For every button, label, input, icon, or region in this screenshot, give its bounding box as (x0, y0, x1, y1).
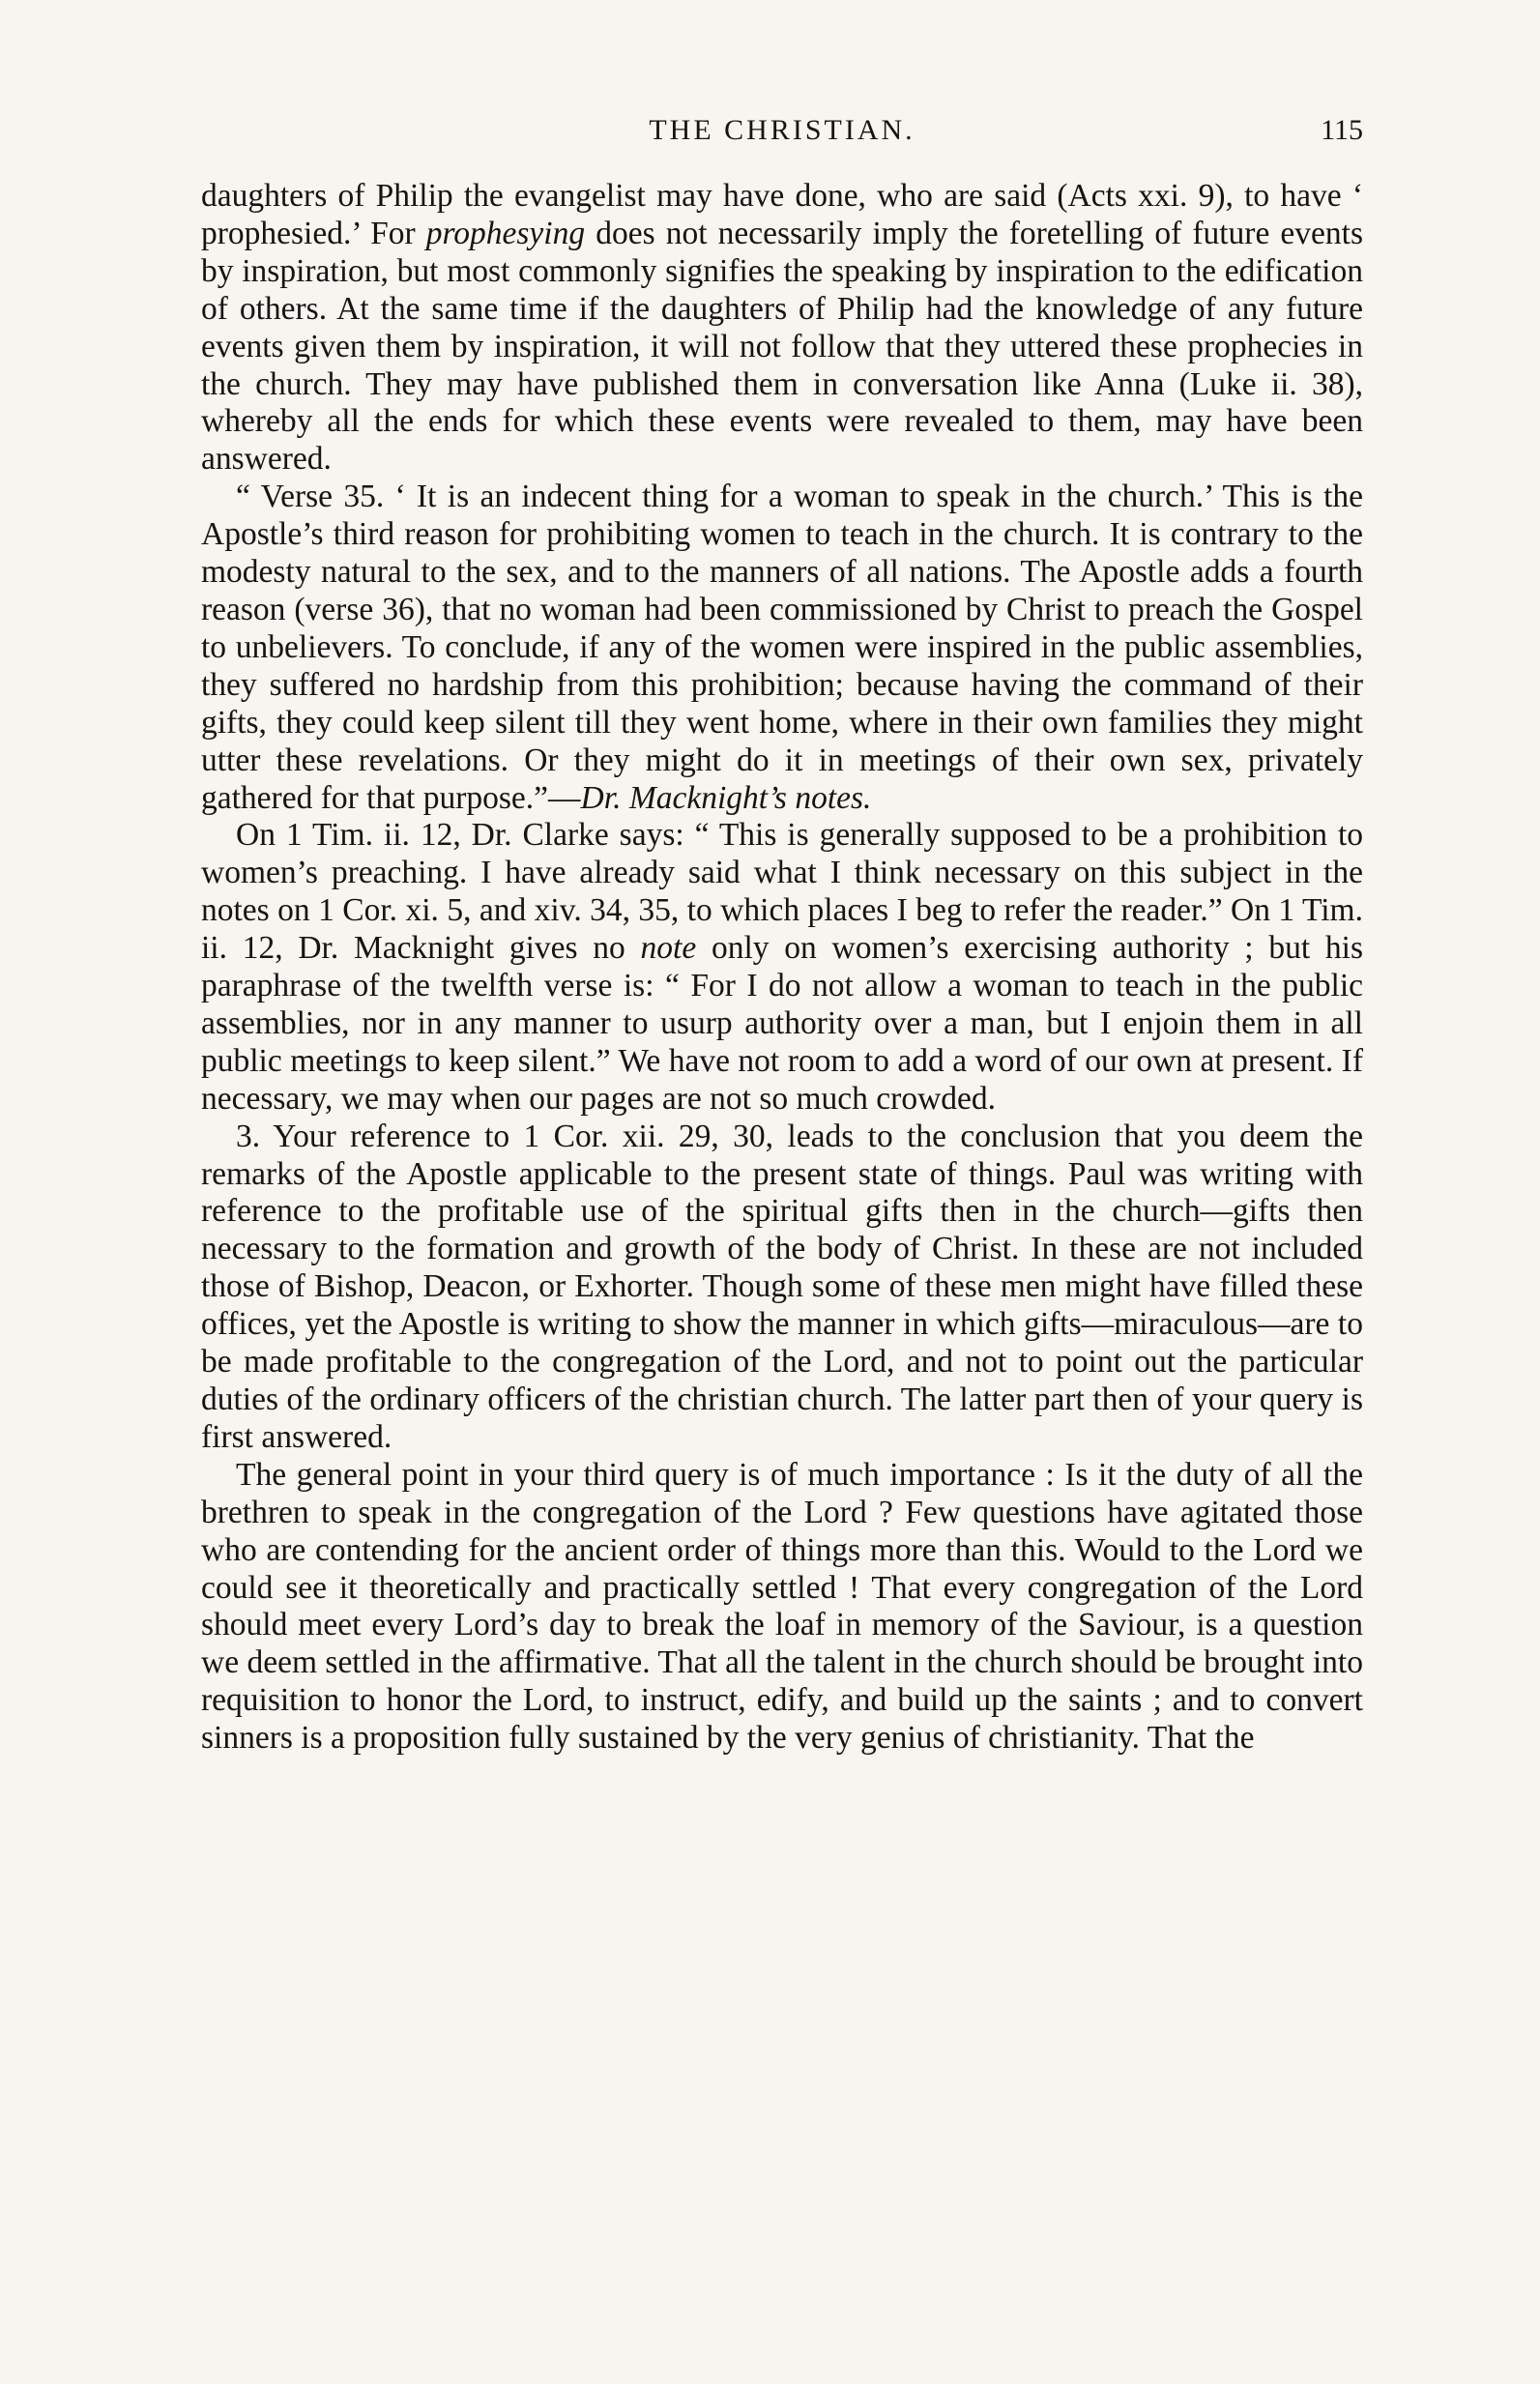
paragraph-1-text-a: daughters of Philip the evangelist may have done, who are said (Acts xxi. 9), to have ‘ prophesied.’ For (201, 178, 1363, 251)
paragraph-2-text-a: “ Verse 35. ‘ It is an indecent thing for a woman to speak in the church.’ This is the Apostle’s third reason for prohibiting women to teach in the church. It is contrary to the modesty natural to the sex, and to the manners of all nations. The Apostle adds a fourth reason (verse 36), that no woman had been commissioned by Christ to preach the Gospel to unbelievers. To conclude, if any of the women were inspired in the public assemblies, they suffered no hardship from this prohibition; because having the command of their gifts, they could keep silent till they went home, where in their own families they might utter these revelations. Or they might do it in meetings of their own sex, privately gathered for that purpose.”— (201, 479, 1363, 816)
running-head (201, 114, 1363, 159)
paragraph-3-text-b: only on women’s exercising authority ; but his paraphrase of the twelfth verse is: “ For I do not allow a woman to teach in the public assemblies, nor in any manner to usurp authority over a man, but I enjoin them in all public meetings to keep silent.” We have not room to add a word of our own at present. If necessary, we may when our pages are not so much crowded. (201, 930, 1364, 1117)
paragraph-1-text-b: does not necessarily imply the foretelling of future events by inspiration, but most commonly signifies the speaking by inspiration to the edification of others. At the same time if the daughters of Philip had the knowledge of any future events given them by inspiration, it will not follow that they uttered these prophecies in the church. They may have published them in conversation like Anna (Luke ii. 38), whereby all the ends for which these events were revealed to them, may have been answered. (201, 215, 1363, 478)
paragraph-3 (201, 817, 1363, 1118)
paragraph-3-italic-term: note (640, 930, 697, 967)
body-text (201, 178, 1363, 1758)
page-number: 115 (1321, 114, 1363, 146)
paragraph-5: The general point in your third query is of much importance : Is it the duty of all the brethren to speak in the congregation of the Lord ? Few questions have agitated those who are contending for the ancient order of things more than this. Would to the Lord we could see it theoretically and practically settled ! That every congregation of the Lord should meet every Lord’s day to break the loaf in memory of the Saviour, is a question we deem settled in the affirmative. That all the talent in the church should be brought into requisition to honor the Lord, to instruct, edify, and build up the saints ; and to convert sinners is a proposition fully sustained by the very genius of christianity. That the (201, 1456, 1363, 1757)
paragraph-2 (201, 479, 1363, 817)
paragraph-1-italic-term: prophesying (425, 215, 586, 251)
paragraph-2-citation: Dr. Macknight’s notes. (580, 779, 872, 816)
paragraph-1 (201, 178, 1363, 479)
paragraph-4: 3. Your reference to 1 Cor. xii. 29, 30, leads to the conclusion that you deem the remarks of the Apostle applicable to the present state of things. Paul was writing with reference to the profitable use of the spiritual gifts then in the church—gifts then necessary to the formation and growth of the body of Christ. In these are not included those of Bishop, Deacon, or Exhorter. Though some of these men might have filled these offices, yet the Apostle is writing to show the manner in which gifts—miraculous—are to be made profitable to the congregation of the Lord, and not to point out the particular duties of the ordinary officers of the christian church. The latter part then of your query is first answered. (201, 1118, 1363, 1455)
running-title: THE CHRISTIAN. (649, 114, 915, 146)
paragraph-3-text-a: On 1 Tim. ii. 12, Dr. Clarke says: “ This is generally supposed to be a prohibition to women’s preaching. I have already said what I think necessary on this subject in the notes on 1 Cor. xi. 5, and xiv. 34, 35, to which places I beg to refer the reader.” On 1 Tim. ii. 12, Dr. Macknight gives no (201, 817, 1363, 967)
